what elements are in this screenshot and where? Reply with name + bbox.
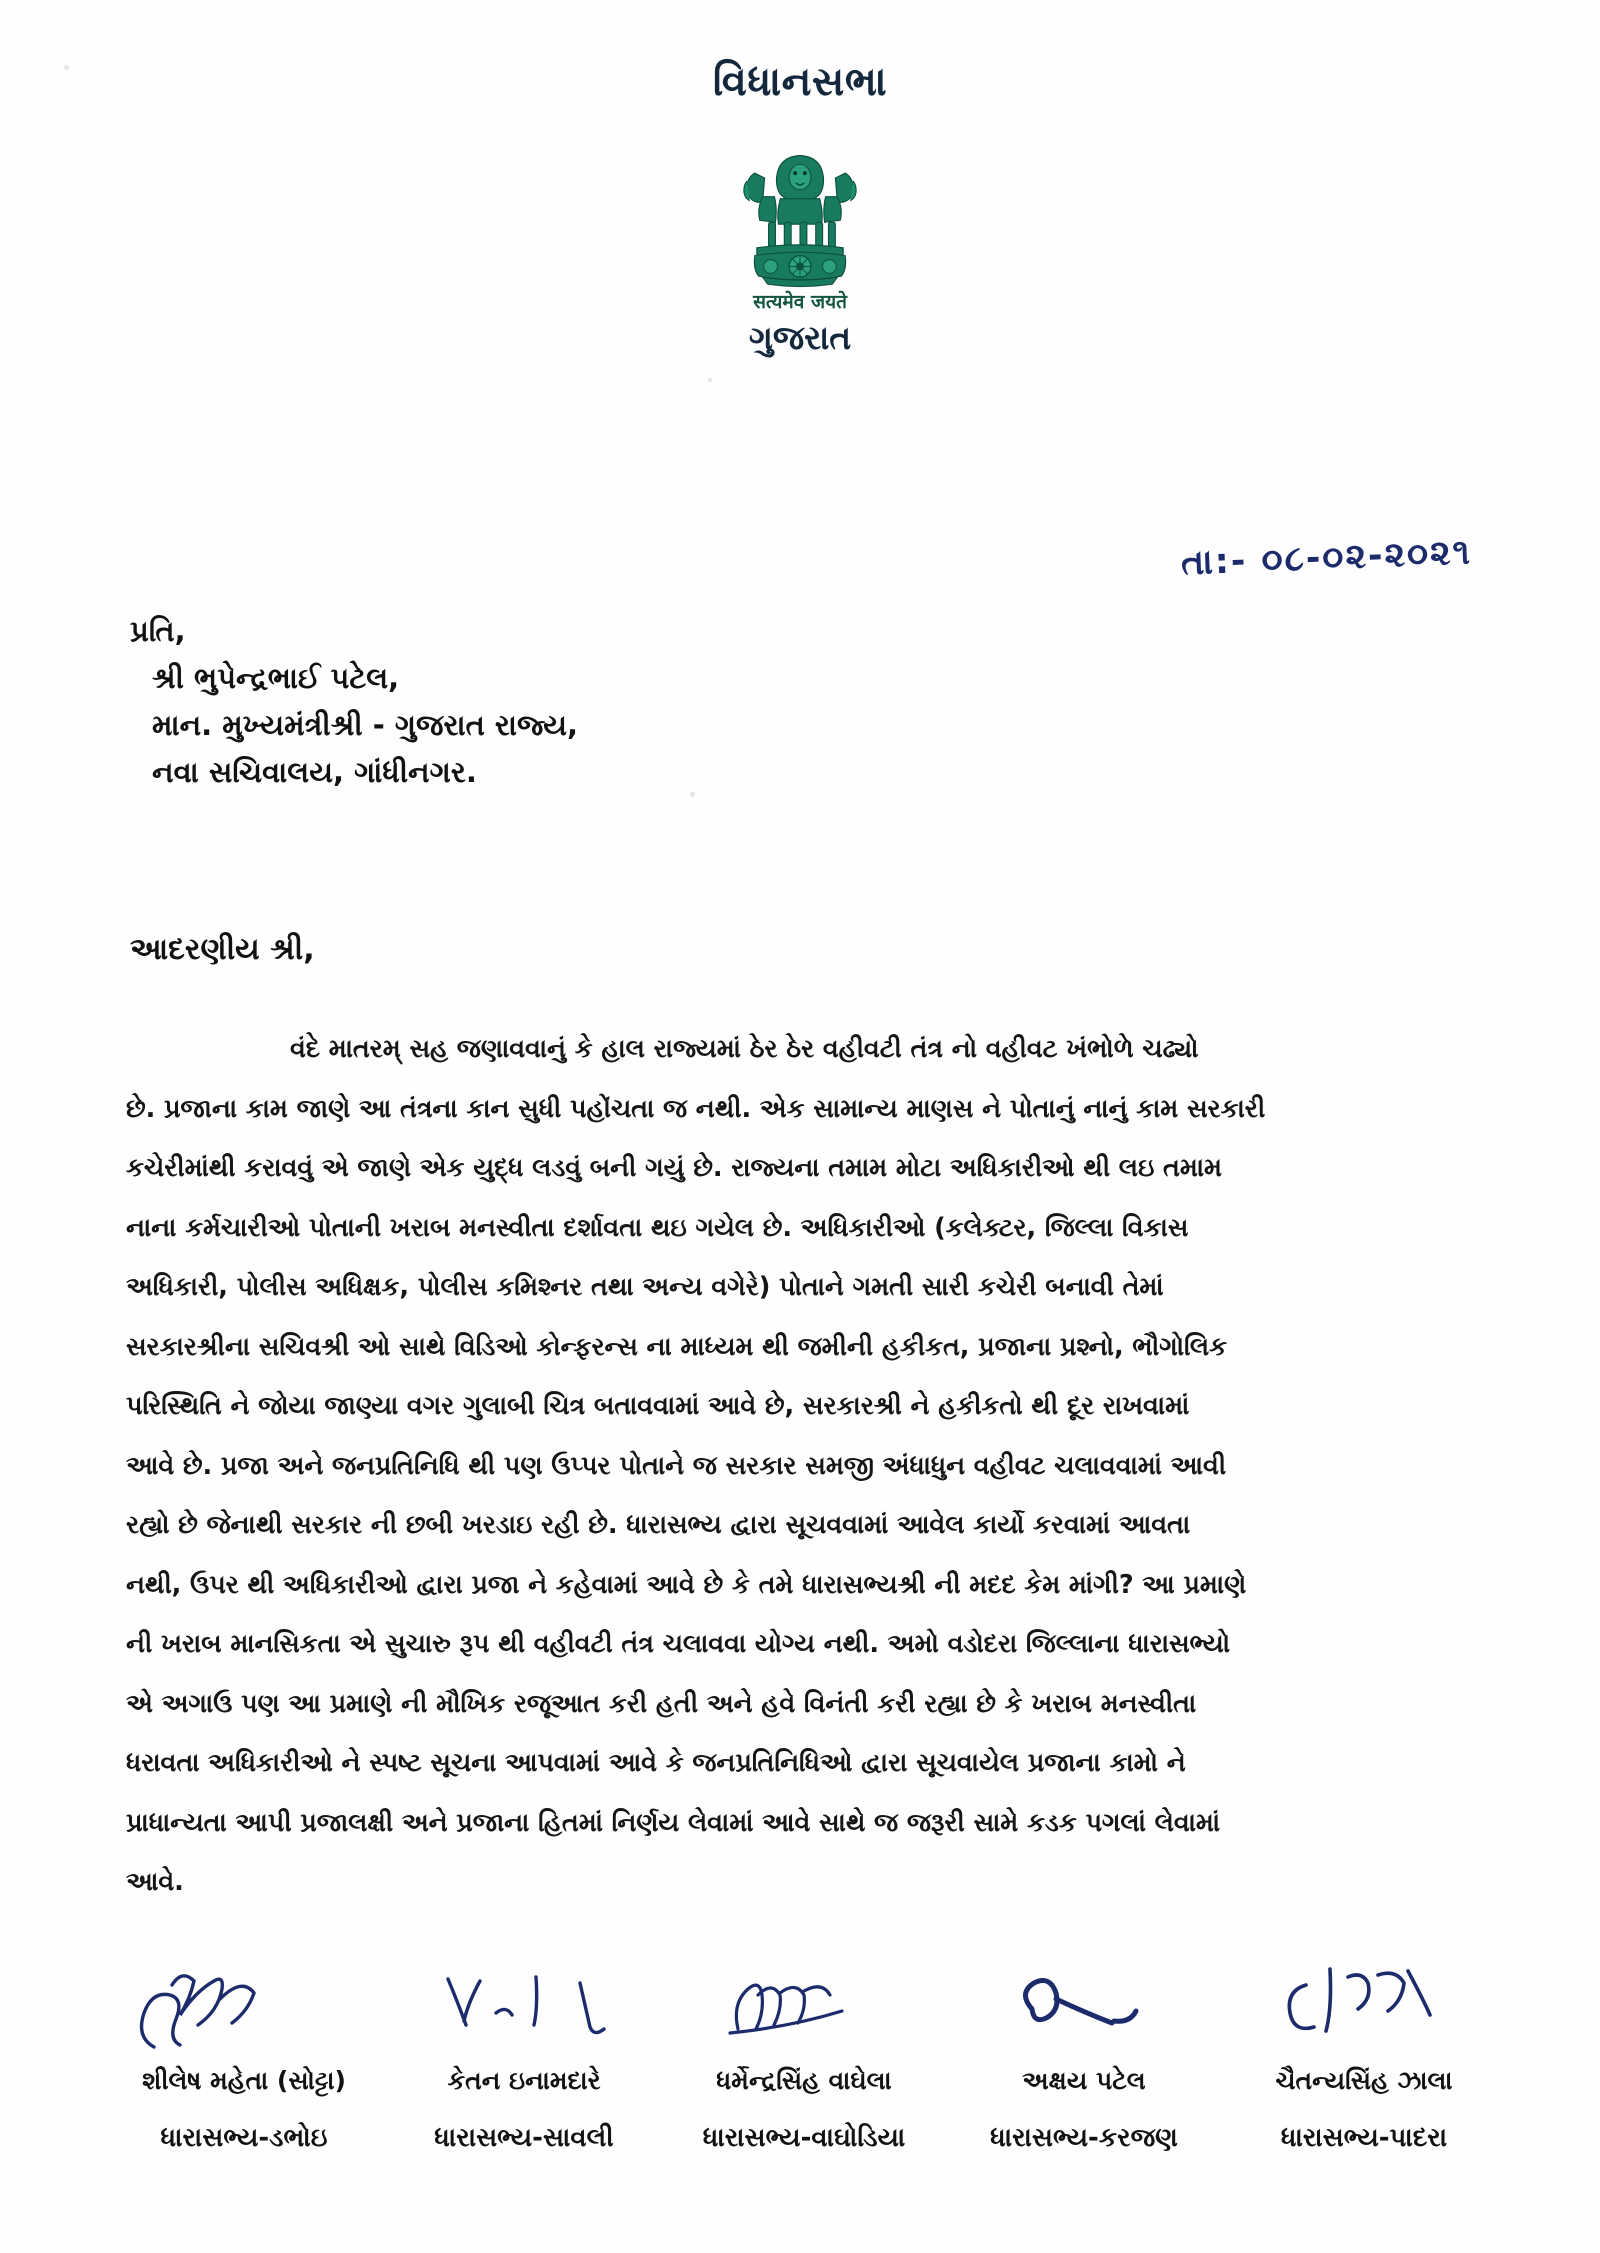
body-line <box>126 1437 1478 1497</box>
signature-row <box>104 1955 1504 2154</box>
signatory-role: ધારાસભ્ય-પાદરા <box>1280 2122 1448 2153</box>
body-line-text: કચેરીમાંથી કરાવવું એ જાણે એક યુદ્ધ લડવું બની ગયું છે. રાજ્યના તમામ મોટા અધિકારીઓ થી લઇ તમામ <box>126 1153 1222 1183</box>
body-line-text: આવે છે. પ્રજા અને જનપ્રતિનિધિ થી પણ ઉપ્પર પોતાને જ સરકાર સમજી અંધાધુન વહીવટ ચલાવવામાં આવી <box>126 1450 1227 1481</box>
letterhead-motto: सत्यमेव जयते <box>753 291 847 313</box>
signature-block <box>104 1955 384 2154</box>
signature-block <box>664 1955 944 2154</box>
body-line <box>126 1556 1478 1616</box>
body-line <box>126 1377 1478 1437</box>
body-line-text: ની ખરાબ માનસિકતા એ સુચારુ રૂપ થી વહીવટી તંત્ર ચલાવવા યોગ્ય નથી. અમો વડોદરા જિલ્લાના ધારાસભ્યો <box>126 1629 1231 1659</box>
signature-block <box>944 1955 1224 2154</box>
letter-date: તા:- ૦૮-૦૨-૨૦૨૧ <box>1180 532 1473 584</box>
body-line <box>126 1020 1478 1080</box>
handwritten-signature-icon <box>124 1955 364 2067</box>
ashoka-lion-capital-emblem <box>741 126 859 291</box>
body-line-text: નથી, ઉપર થી અધિકારીઓ દ્વારા પ્રજા ને કહેવામાં આવે છે કે તમે ધારાસભ્યશ્રી ની મદદ કેમ માંગી? આ પ્રમાણે <box>126 1569 1247 1600</box>
body-line-text: સરકારશ્રીના સચિવશ્રી ઓ સાથે વિડિઓ કોન્ફરન્સ ના માધ્યમ થી જમીની હકીકત, પ્રજાના પ્રશ્નો, ભૌગોલિક <box>126 1331 1227 1362</box>
salutation: આદરણીય શ્રી, <box>130 932 315 967</box>
body-line <box>126 1615 1478 1675</box>
body-line-text: રહ્યો છે જેનાથી સરકાર ની છબી ખરડાઇ રહી છે. ધારાસભ્ય દ્વારા સૂચવવામાં આવેલ કાર્યો કરવામાં આવતા <box>126 1510 1191 1540</box>
emblem-container <box>0 126 1600 291</box>
body-line <box>126 1258 1478 1318</box>
paper-speck <box>708 378 712 382</box>
body-line-text: પરિસ્થિતિ ને જોયા જાણ્યા વગર ગુલાબી ચિત્ર બતાવવામાં આવે છે, સરકારશ્રી ને હકીકતો થી દૂર રાખવામાં <box>126 1391 1190 1421</box>
signatory-name: ધર્મેન્દ્રસિંહ વાઘેલા <box>716 2066 892 2095</box>
body-line-text: એ અગાઉ પણ આ પ્રમાણે ની મૌખિક રજૂઆત કરી હતી અને હવે વિનંતી કરી રહ્યા છે કે ખરાબ મનસ્વીતા <box>126 1688 1197 1719</box>
signatory-role: ધારાસભ્ય-વાઘોડિયા <box>702 2122 906 2153</box>
body-line <box>126 1734 1478 1794</box>
signatory-name: અક્ષય પટેલ <box>1022 2066 1146 2095</box>
letterhead <box>0 59 1600 357</box>
signatory-name: કેતન ઇનામદારે <box>447 2066 601 2095</box>
letterhead-state: ગુજરાત <box>748 318 852 357</box>
letter-body <box>126 1020 1478 1913</box>
addressee-block <box>130 608 1030 796</box>
body-line <box>126 1318 1478 1378</box>
handwritten-signature-icon <box>684 1955 924 2067</box>
body-line <box>126 1139 1478 1199</box>
body-line-text: વંદે માતરમ્ સહ જણાવવાનું કે હાલ રાજ્યમાં ઠેર ઠેર વહીવટી તંત્ર નો વહીવટ ખંભોળે ચઢ્યો <box>290 1034 1199 1064</box>
body-line <box>126 1080 1478 1140</box>
addressee-name: શ્રી ભુપેન્દ્રભાઈ પટેલ, <box>152 660 400 695</box>
signature-block <box>384 1955 664 2154</box>
signatory-name: ચૈતન્યસિંહ ઝાલા <box>1275 2066 1453 2095</box>
body-line-text: આવે. <box>126 1867 184 1897</box>
body-line-text: અધિકારી, પોલીસ અધિક્ષક, પોલીસ કમિશ્નર તથા અન્ય વગેરે) પોતાને ગમતી સારી કચેરી બનાવી તેમાં <box>126 1272 1164 1302</box>
handwritten-signature-icon <box>1244 1955 1484 2067</box>
addressee-address: નવા સચિવાલય, ગાંધીનગર. <box>152 754 477 789</box>
body-line-text: પ્રાધાન્યતા આપી પ્રજાલક્ષી અને પ્રજાના હિતમાં નિર્ણય લેવામાં આવે સાથે જ જરૂરી સામે કડક પગલાં લેવામાં <box>126 1807 1220 1838</box>
body-line-text: છે. પ્રજાના કામ જાણે આ તંત્રના કાન સુધી પહોંચતા જ નથી. એક સામાન્ય માણસ ને પોતાનું નાનું કામ સરકારી <box>126 1093 1266 1124</box>
signatory-role: ધારાસભ્ય-સાવલી <box>434 2122 614 2153</box>
signatory-name: શીલેષ મહેતા (સોટ્ટા) <box>142 2066 346 2095</box>
handwritten-signature-icon <box>964 1955 1204 2067</box>
signature-block <box>1224 1955 1504 2154</box>
addressee-to-label: પ્રતિ, <box>130 614 186 648</box>
signatory-role: ધારાસભ્ય-ડભોઇ <box>160 2122 328 2153</box>
body-line <box>126 1853 1478 1913</box>
body-line-text: ધરાવતા અધિકારીઓ ને સ્પષ્ટ સૂચના આપવામાં આવે કે જનપ્રતિનિધિઓ દ્વારા સૂચવાયેલ પ્રજાના કામો ને <box>126 1748 1186 1778</box>
letterhead-title: વિધાનસભા <box>712 59 888 105</box>
body-line <box>126 1199 1478 1259</box>
handwritten-signature-icon <box>404 1955 644 2067</box>
body-line <box>126 1794 1478 1854</box>
addressee-designation: માન. મુખ્યમંત્રીશ્રી - ગુજરાત રાજ્ય, <box>152 707 578 742</box>
signatory-role: ધારાસભ્ય-કરજણ <box>990 2122 1178 2153</box>
body-line <box>126 1496 1478 1556</box>
body-line <box>126 1675 1478 1735</box>
body-line-text: નાના કર્મચારીઓ પોતાની ખરાબ મનસ્વીતા દર્શાવતા થઇ ગયેલ છે. અધિકારીઓ (કલેક્ટર, જિલ્લા વિકાસ <box>126 1212 1189 1243</box>
